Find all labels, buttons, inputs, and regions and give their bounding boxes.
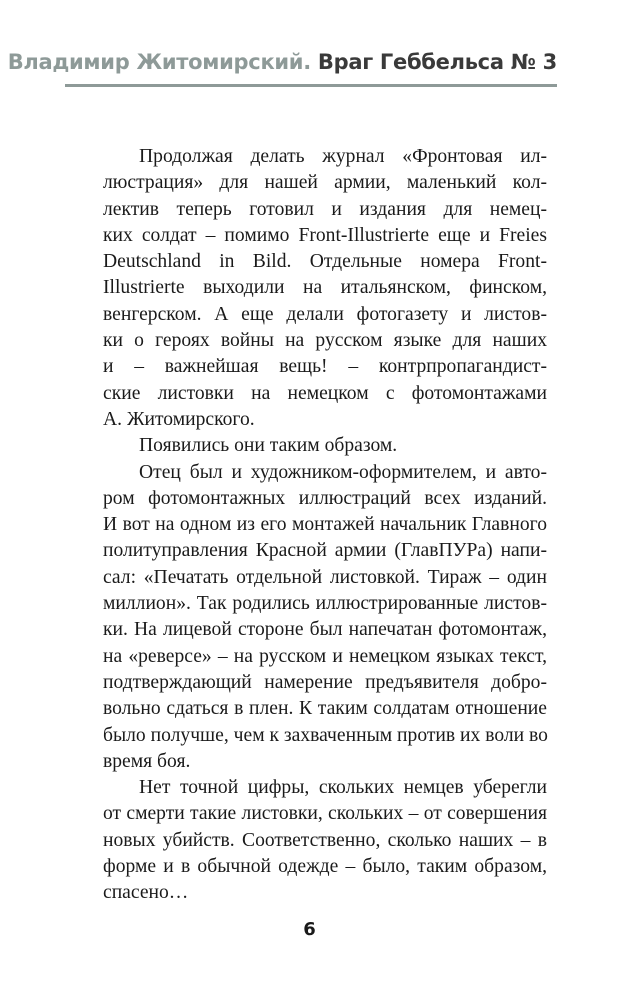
text-line: политуправления Красной армии (ГлавПУРа) напи- [103, 540, 547, 562]
body-text [103, 144, 547, 907]
header-rule [65, 84, 557, 87]
paragraph-2 [103, 433, 547, 459]
text-line: Нет точной цифры, скольких немцев уберегли [139, 777, 547, 799]
text-line: ки о героях войны на русском языке для наших [103, 330, 547, 352]
text-line: люстрация» для нашей армии, маленький кол- [103, 172, 547, 194]
running-head-author: Владимир Житомирский. [7, 50, 311, 74]
text-line: ки. На лицевой стороне был напечатан фотомонтаж, [103, 619, 547, 641]
paragraph-1 [103, 144, 547, 433]
text-line: ром фотомонтажных иллюстраций всех изданий. [103, 487, 547, 509]
text-line: и – важнейшая вещь! – контрпропагандист- [103, 356, 547, 378]
text-line: время боя. [103, 750, 191, 772]
text-line: на «реверсе» – на русском и немецком языках текст, [103, 645, 547, 667]
text-line: Продолжая делать журнал «Фронтовая ил- [139, 146, 547, 167]
paragraph-3 [103, 460, 547, 776]
text-line: венгерском. А еще делали фотогазету и листов- [103, 303, 547, 325]
text-line: подтверждающий намерение предъявителя добро- [103, 671, 547, 693]
text-line: миллион». Так родились иллюстрированные листов- [103, 593, 547, 615]
text-line: ские листовки на немецком с фотомонтажами [103, 382, 547, 404]
text-line: спасено… [103, 882, 189, 904]
text-line: И вот на одном из его монтажей начальник Главного [103, 514, 547, 536]
text-line: новых убийств. Соответственно, сколько наших – в [103, 829, 547, 851]
text-line: Illustrierte выходили на итальянском, финском, [103, 277, 547, 299]
text-line: вольно сдаться в плен. К таким солдатам отношение [103, 698, 547, 720]
running-head [8, 50, 557, 74]
text-line: А. Житомирского. [103, 408, 255, 430]
text-line: Отец был и художником-оформителем, и авто- [139, 461, 547, 483]
text-line: от смерти такие листовки, скольких – от совершения [103, 803, 547, 825]
running-head-title: Враг Геббельса № 3 [317, 50, 557, 74]
text-line: было получше, чем к захваченным против их воли во [103, 724, 548, 746]
text-line: сал: «Печатать отдельной листовкой. Тираж – один [103, 566, 547, 588]
text-line: лектив теперь готовил и издания для немец- [103, 198, 547, 220]
text-line: форме и в обычной одежде – было, таким образом, [103, 856, 547, 878]
page-number: 6 [303, 919, 316, 940]
text-line: Deutschland in Bild. Отдельные номера Front- [103, 251, 547, 273]
text-line: ких солдат – помимо Front-Illustrierte еще и Freies [103, 224, 547, 246]
text-line: Появились они таким образом. [139, 435, 398, 457]
paragraph-4 [103, 775, 547, 906]
